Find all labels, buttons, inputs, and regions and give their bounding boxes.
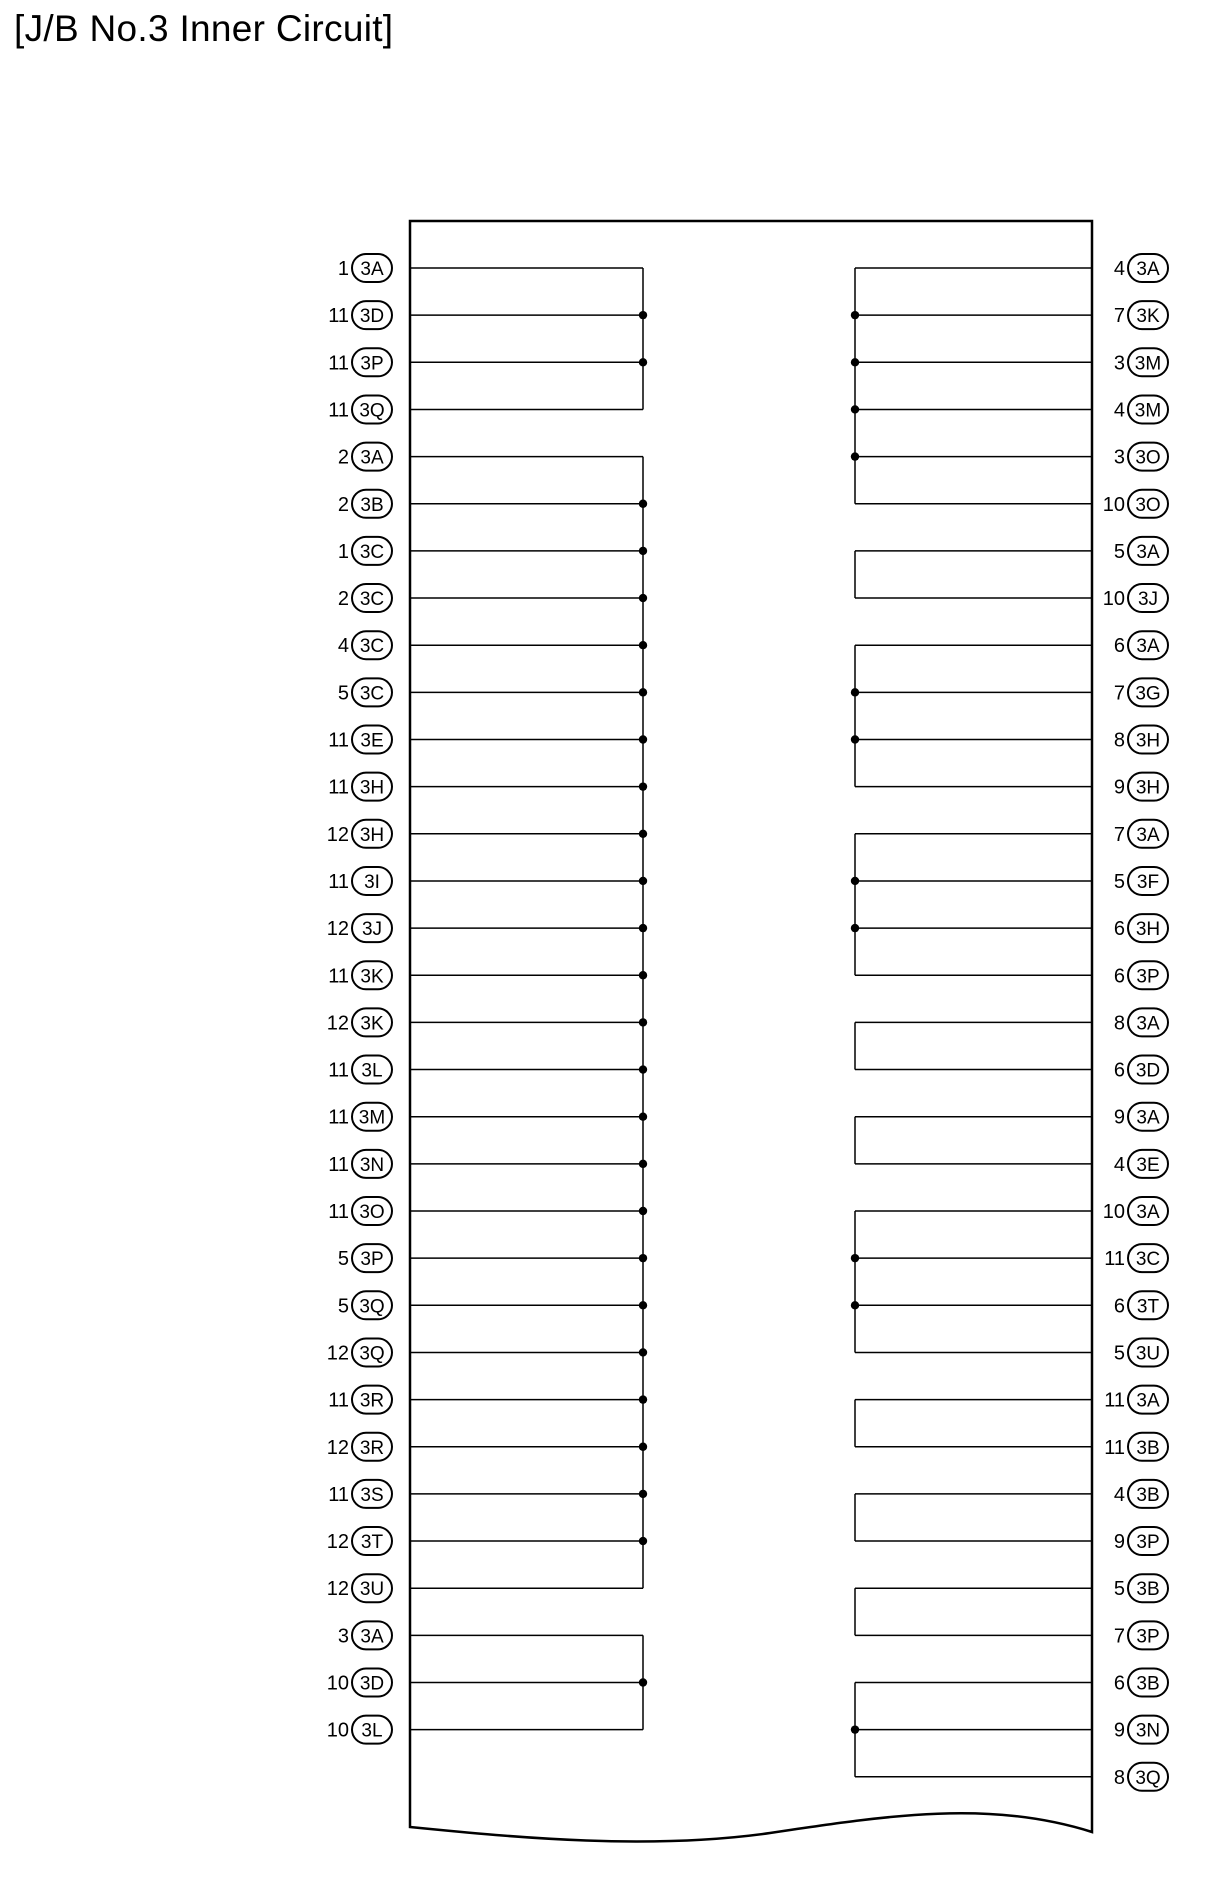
left-pin-9 [338, 678, 392, 706]
pin-number: 11 [328, 305, 349, 328]
left-pin-7 [338, 584, 392, 612]
pin-number: 10 [326, 1719, 349, 1742]
right-pin-9 [1114, 678, 1168, 706]
connector-label: 3R [359, 1390, 385, 1412]
connector-label: 3Q [359, 1296, 385, 1318]
left-pin-19 [328, 1150, 392, 1178]
pin-number: 9 [1113, 776, 1125, 799]
pin-number: 1 [337, 258, 349, 280]
left-pin-14 [327, 914, 392, 942]
left-pin-4 [338, 443, 392, 471]
connector-label: 3T [1136, 1296, 1160, 1318]
right-pin-31 [1114, 1716, 1168, 1744]
right-pin-21 [1104, 1244, 1168, 1272]
pin-number: 11 [1104, 1436, 1125, 1459]
page-title: [J/B No.3 Inner Circuit] [14, 8, 394, 49]
pin-number: 9 [1113, 1106, 1125, 1129]
left-pin-16 [327, 1008, 392, 1036]
right-circuit-group-7 [855, 1400, 1092, 1447]
left-pin-13 [328, 867, 392, 895]
right-circuit-group-10 [851, 1683, 1092, 1777]
right-pin-7 [1103, 584, 1168, 612]
left-pin-6 [338, 537, 392, 565]
left-pin-10 [328, 726, 392, 754]
pin-number: 5 [337, 682, 349, 705]
pin-number: 5 [1113, 1342, 1125, 1365]
pin-number: 11 [1104, 1389, 1125, 1412]
right-circuit-group-6 [851, 1211, 1092, 1352]
connector-label: 3C [359, 683, 385, 705]
connector-label: 3O [359, 1202, 385, 1223]
pin-number: 7 [1113, 1625, 1125, 1648]
connector-label: 3N [359, 1154, 385, 1176]
pin-number: 6 [1113, 965, 1125, 988]
pin-number: 11 [328, 1201, 349, 1223]
connector-label: 3D [359, 1673, 385, 1695]
right-pin-26 [1114, 1480, 1168, 1508]
connector-label: 3A [1136, 541, 1160, 563]
connector-label: 3O [1135, 447, 1161, 469]
pin-number: 6 [1113, 1672, 1125, 1695]
connector-label: 3A [360, 1626, 384, 1648]
right-pin-3 [1114, 395, 1168, 423]
right-pin-25 [1104, 1433, 1168, 1461]
left-pin-23 [327, 1338, 392, 1366]
left-pin-12 [327, 820, 392, 848]
right-circuit-group-3 [851, 834, 1092, 975]
connector-label: 3A [1136, 824, 1160, 846]
pin-number: 8 [1113, 729, 1125, 752]
pin-number: 5 [1113, 870, 1125, 893]
connector-label: 3Q [359, 400, 385, 422]
connector-label: 3R [359, 1437, 385, 1459]
connector-label: 3U [1135, 1343, 1161, 1365]
connector-label: 3E [1136, 1154, 1160, 1176]
pin-number: 11 [328, 1389, 349, 1412]
connector-label: 3M [358, 1107, 386, 1129]
left-circuit-group-1 [410, 457, 647, 1589]
right-pin-28 [1114, 1574, 1168, 1602]
connector-label: 3A [1136, 636, 1160, 658]
connector-label: 3H [359, 824, 385, 846]
left-pin-28 [327, 1574, 392, 1602]
right-pin-19 [1114, 1150, 1168, 1178]
right-pin-10 [1114, 726, 1168, 754]
right-circuit-group-4 [855, 1022, 1092, 1069]
pin-number: 11 [328, 870, 349, 893]
connector-label: 3H [1135, 919, 1161, 941]
connector-label: 3C [359, 541, 385, 563]
pin-number: 11 [328, 729, 349, 752]
connector-label: 3U [359, 1579, 385, 1601]
right-pin-4 [1114, 443, 1168, 471]
connector-label: 3J [1137, 589, 1159, 611]
left-circuit-group-0 [410, 268, 647, 409]
left-pin-5 [338, 490, 392, 518]
connector-label: 3P [1136, 966, 1160, 988]
pin-number: 10 [326, 1672, 349, 1695]
pin-number: 12 [326, 1436, 349, 1459]
pin-number: 6 [1113, 1059, 1125, 1082]
connector-label: 3D [1135, 1060, 1161, 1082]
right-pin-6 [1114, 537, 1168, 565]
junction-block-outline [410, 221, 1092, 1841]
pin-number: 12 [326, 1342, 349, 1365]
connector-label: 3C [359, 589, 385, 611]
pin-number: 11 [328, 776, 349, 799]
connector-label: 3B [360, 494, 384, 516]
connector-label: 3A [1136, 1390, 1160, 1412]
connector-label: 3K [360, 1013, 384, 1035]
connector-label: 3K [360, 966, 384, 988]
right-pin-20 [1103, 1197, 1168, 1225]
connector-label: 3B [1136, 1437, 1160, 1459]
pin-number: 9 [1113, 1531, 1125, 1554]
right-pin-17 [1114, 1056, 1168, 1084]
connector-label: 3P [360, 353, 384, 375]
pin-number: 6 [1113, 918, 1125, 941]
right-circuit-group-1 [855, 551, 1092, 598]
right-pin-15 [1114, 961, 1168, 989]
connector-label: 3M [1134, 400, 1162, 422]
pin-number: 4 [1113, 258, 1125, 280]
connector-label: 3A [1136, 1013, 1160, 1035]
pin-number: 5 [1113, 1578, 1125, 1601]
left-circuit-group-2 [410, 1635, 647, 1729]
left-pin-20 [328, 1197, 392, 1225]
pin-number: 10 [1102, 1201, 1125, 1223]
right-pin-5 [1103, 490, 1168, 518]
pin-number: 11 [328, 1483, 349, 1506]
left-pin-31 [327, 1716, 392, 1744]
pin-number: 5 [337, 1295, 349, 1318]
pin-number: 9 [1113, 1719, 1125, 1742]
right-pin-16 [1114, 1008, 1168, 1036]
connector-label: 3F [1136, 871, 1160, 893]
connector-label: 3A [1136, 1202, 1160, 1223]
left-pin-17 [328, 1056, 392, 1084]
connector-label: 3D [359, 306, 385, 328]
pin-number: 12 [326, 823, 349, 846]
pin-number: 3 [1113, 446, 1125, 469]
connector-label: 3E [360, 730, 384, 752]
connector-label: 3C [1135, 1249, 1161, 1271]
right-pin-8 [1114, 631, 1168, 659]
connector-label: 3O [1135, 494, 1161, 516]
pin-number: 4 [1113, 1153, 1125, 1176]
connector-label: 3A [1136, 1107, 1160, 1129]
pin-number: 4 [1113, 399, 1125, 422]
pin-number: 10 [1102, 588, 1125, 611]
left-pin-27 [327, 1527, 392, 1555]
pin-number: 11 [328, 1106, 349, 1129]
wiring-group [410, 268, 1092, 1777]
pin-number: 7 [1113, 823, 1125, 846]
pin-number: 8 [1113, 1766, 1125, 1789]
left-pin-30 [327, 1669, 392, 1697]
left-pin-21 [338, 1244, 392, 1272]
right-pin-2 [1114, 348, 1168, 376]
pin-number: 11 [328, 399, 349, 422]
right-circuit-group-0 [851, 268, 1092, 504]
right-pin-30 [1114, 1669, 1168, 1697]
connector-label: 3B [1136, 1673, 1160, 1695]
connector-label: 3L [361, 1060, 383, 1082]
pin-number: 2 [337, 588, 349, 611]
pin-number: 11 [328, 1059, 349, 1082]
connector-label: 3N [1135, 1720, 1161, 1742]
pin-number: 2 [337, 493, 349, 516]
left-pin-29 [338, 1621, 392, 1649]
right-pin-29 [1114, 1621, 1168, 1649]
right-circuit-group-5 [855, 1117, 1092, 1164]
connector-label: 3S [360, 1484, 384, 1506]
right-pin-18 [1114, 1103, 1168, 1131]
pin-number: 8 [1113, 1012, 1125, 1035]
right-circuit-group-9 [855, 1588, 1092, 1635]
left-pin-0 [338, 254, 392, 282]
right-pin-11 [1114, 773, 1168, 801]
pin-number: 12 [326, 1012, 349, 1035]
left-pin-24 [328, 1386, 392, 1414]
right-pin-23 [1114, 1338, 1168, 1366]
connector-label: 3B [1136, 1579, 1160, 1601]
connector-label: 3H [1135, 777, 1161, 799]
left-pin-22 [338, 1291, 392, 1319]
left-pin-15 [328, 961, 392, 989]
connector-label: 3C [359, 636, 385, 658]
connector-label: 3H [1135, 730, 1161, 752]
connector-label: 3P [360, 1249, 384, 1271]
left-pin-18 [328, 1103, 392, 1131]
right-pin-0 [1114, 254, 1168, 282]
left-pin-3 [328, 395, 392, 423]
left-pin-2 [328, 348, 392, 376]
pin-number: 10 [1102, 493, 1125, 516]
pin-number: 12 [326, 1578, 349, 1601]
connector-label: 3A [360, 259, 384, 280]
pin-number: 11 [328, 1153, 349, 1176]
connector-label: 3A [1136, 259, 1160, 280]
connector-label: 3P [1136, 1532, 1160, 1554]
right-circuit-group-2 [851, 645, 1092, 786]
pin-number: 6 [1113, 1295, 1125, 1318]
right-pin-24 [1104, 1386, 1168, 1414]
connector-label: 3Q [1135, 1767, 1161, 1789]
pin-number: 5 [337, 1248, 349, 1271]
pin-number: 12 [326, 918, 349, 941]
pin-number: 2 [337, 446, 349, 469]
right-pin-14 [1114, 914, 1168, 942]
connector-label: 3P [1136, 1626, 1160, 1648]
connector-label: 3M [1134, 353, 1162, 375]
connector-label: 3G [1135, 683, 1161, 705]
pin-number: 11 [328, 352, 349, 375]
left-pin-11 [328, 773, 392, 801]
pin-number: 11 [1104, 1248, 1125, 1271]
right-pin-32 [1114, 1763, 1168, 1791]
connector-label: 3J [361, 919, 383, 941]
connector-label: 3T [360, 1532, 384, 1554]
pin-number: 3 [337, 1625, 349, 1648]
pin-number: 5 [1113, 540, 1125, 563]
pin-number: 7 [1113, 305, 1125, 328]
connector-label: 3A [360, 447, 384, 469]
pin-number: 3 [1113, 352, 1125, 375]
left-pin-1 [328, 301, 392, 329]
pin-number: 11 [328, 965, 349, 988]
connector-label: 3H [359, 777, 385, 799]
right-pin-13 [1114, 867, 1168, 895]
left-pin-8 [338, 631, 392, 659]
right-pin-27 [1114, 1527, 1168, 1555]
pin-number: 1 [337, 540, 349, 563]
pin-number: 12 [326, 1531, 349, 1554]
right-pin-1 [1114, 301, 1168, 329]
right-pin-12 [1114, 820, 1168, 848]
left-pin-26 [328, 1480, 392, 1508]
connector-label: 3Q [359, 1343, 385, 1365]
pin-number: 4 [337, 635, 349, 658]
pin-number: 4 [1113, 1483, 1125, 1506]
connector-label: 3I [364, 871, 380, 893]
connector-label: 3K [1136, 306, 1160, 328]
connector-label: 3B [1136, 1484, 1160, 1506]
left-pin-25 [327, 1433, 392, 1461]
right-circuit-group-8 [855, 1494, 1092, 1541]
pin-number: 6 [1113, 635, 1125, 658]
connector-label: 3L [361, 1720, 383, 1742]
right-pin-22 [1114, 1291, 1168, 1319]
pin-number: 7 [1113, 682, 1125, 705]
